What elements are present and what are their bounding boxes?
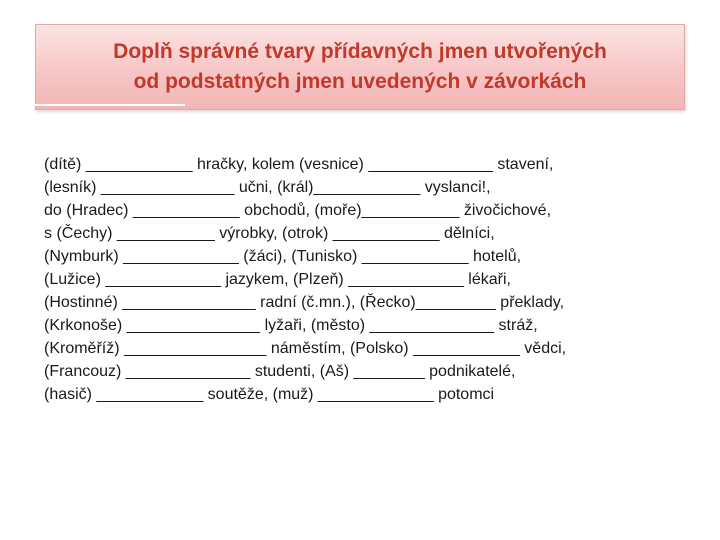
title-line-1: Doplň správné tvary přídavných jmen utvořených [113,40,607,63]
exercise-line: (Lužice) _____________ jazykem, (Plzeň) _____________ lékaři, [44,271,511,288]
exercise-line: (lesník) _______________ učni, (král)____________ vyslanci!, [44,179,491,196]
exercise-line: (dítě) ____________ hračky, kolem (vesnice) ______________ stavení, [44,156,554,173]
title-divider [35,104,185,106]
exercise-line: (Nymburk) _____________ (žáci), (Tunisko) ____________ hotelů, [44,248,522,265]
exercise-line: s (Čechy) ___________ výrobky, (otrok) ____________ dělníci, [44,225,495,242]
exercise-line: do (Hradec) ____________ obchodů, (moře)___________ živočichové, [44,202,552,219]
title-banner [35,24,685,110]
title-line-2: od podstatných jmen uvedených v závorkách [133,70,587,93]
exercise-text [44,153,694,406]
exercise-line: (Krkonoše) _______________ lyžaři, (město) ______________ stráž, [44,317,538,334]
exercise-line: (hasič) ____________ soutěže, (muž) _____________ potomci [44,386,495,403]
exercise-line: (Francouz) ______________ studenti, (Aš) ________ podnikatelé, [44,363,516,380]
exercise-line: (Hostinné) _______________ radní (č.mn.), (Řecko)_________ překlady, [44,294,565,311]
exercise-line: (Kroměříž) ________________ náměstím, (Polsko) ____________ vědci, [44,340,567,357]
